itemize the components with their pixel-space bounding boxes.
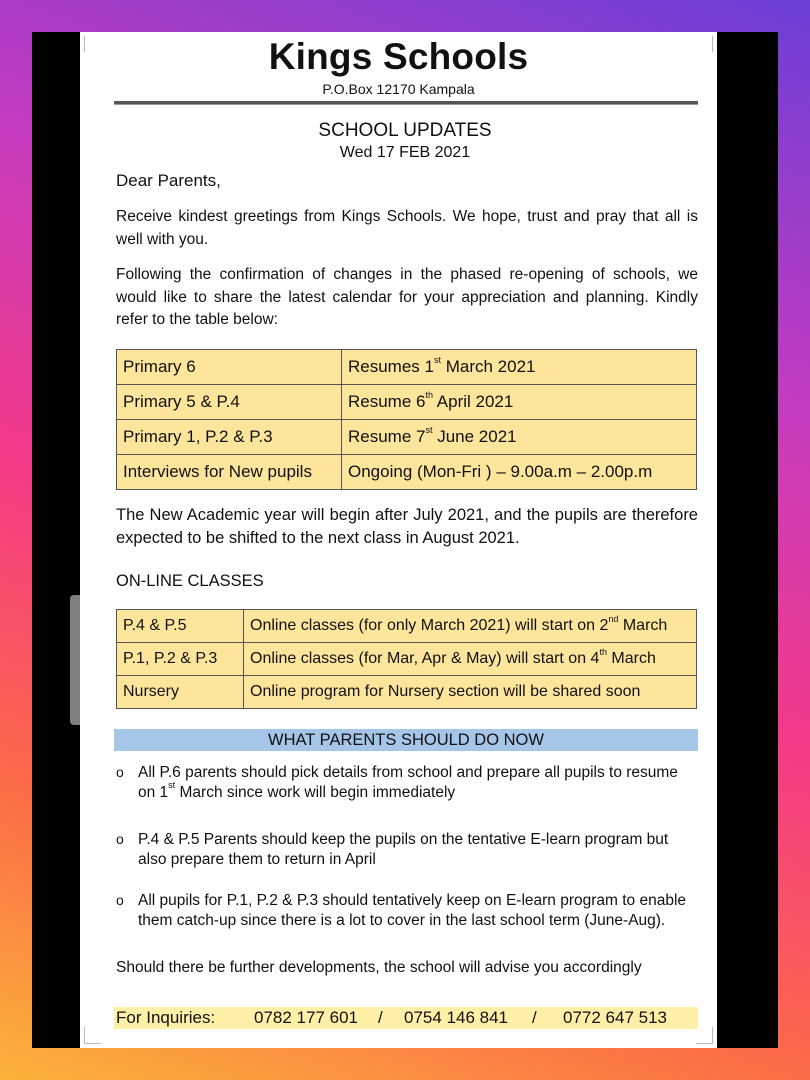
date-cell: Resumes 1st March 2021 xyxy=(342,350,697,385)
calendar-intro-paragraph: Following the confirmation of changes in the phased re-opening of schools, we would like to share the latest calendar for your appreciation and planning. Kindly refer to the table below: xyxy=(116,266,698,328)
list-item-text: P.4 & P.5 Parents should keep the pupils on the tentative E-learn program but also prepare them to return in April xyxy=(138,831,669,868)
table-row xyxy=(117,643,697,676)
header-rule xyxy=(114,101,698,105)
closing-text: Should there be further developments, the school will advise you accordingly xyxy=(116,959,642,976)
list-item-text: All P.6 parents should pick details from school and prepare all pupils to resume on 1st March since work will begin immediately xyxy=(138,764,678,801)
table-row xyxy=(117,455,697,490)
bullet-icon: o xyxy=(116,764,124,780)
salutation: Dear Parents, xyxy=(116,171,221,190)
class-cell: Primary 1, P.2 & P.3 xyxy=(117,420,342,455)
inquiries-label: For Inquiries: xyxy=(116,1008,216,1027)
class-cell: Nursery xyxy=(117,676,244,709)
list-item-text: All pupils for P.1, P.2 & P.3 should tentatively keep on E-learn program to enable them catch-up since there is a lot to cover in the last school term (June-Aug). xyxy=(138,892,687,929)
school-name: Kings Schools xyxy=(268,36,529,77)
calendar-table xyxy=(116,349,697,490)
separator: / xyxy=(378,1008,383,1027)
phone-number: 0772 647 513 xyxy=(563,1008,667,1027)
class-cell: Primary 6 xyxy=(117,350,342,385)
inquiries-bar xyxy=(114,1007,698,1029)
notice-date: Wed 17 FEB 2021 xyxy=(339,144,471,161)
school-address: P.O.Box 12170 Kampala xyxy=(322,81,475,97)
online-classes-heading: ON-LINE CLASSES xyxy=(116,572,264,590)
schedule-cell: Online program for Nursery section will be shared soon xyxy=(244,676,697,709)
table-row xyxy=(117,385,697,420)
schedule-cell: Online classes (for only March 2021) will start on 2nd March xyxy=(244,610,697,643)
phone-number: 0754 146 841 xyxy=(404,1008,508,1027)
class-cell: Primary 5 & P.4 xyxy=(117,385,342,420)
class-cell: Interviews for New pupils xyxy=(117,455,342,490)
date-cell: Ongoing (Mon-Fri ) – 9.00a.m – 2.00p.m xyxy=(342,455,697,490)
separator: / xyxy=(532,1008,537,1027)
table-row xyxy=(117,350,697,385)
bullet-icon: o xyxy=(116,892,124,908)
table-row xyxy=(117,420,697,455)
parents-section-heading: WHAT PARENTS SHOULD DO NOW xyxy=(114,729,698,751)
class-cell: P.4 & P.5 xyxy=(117,610,244,643)
academic-year-paragraph: The New Academic year will begin after July 2021, and the pupils are therefore expected to be shifted to the next class in August 2021. xyxy=(116,506,698,547)
crop-mark xyxy=(84,1027,101,1044)
table-row xyxy=(117,676,697,709)
class-cell: P.1, P.2 & P.3 xyxy=(117,643,244,676)
bullet-icon: o xyxy=(116,831,124,847)
online-classes-table xyxy=(116,609,697,709)
schedule-cell: Online classes (for Mar, Apr & May) will start on 4th March xyxy=(244,643,697,676)
table-row xyxy=(117,610,697,643)
date-cell: Resume 7st June 2021 xyxy=(342,420,697,455)
phone-number: 0782 177 601 xyxy=(254,1008,358,1027)
date-cell: Resume 6th April 2021 xyxy=(342,385,697,420)
document-page xyxy=(80,32,717,1048)
crop-mark xyxy=(696,1027,713,1044)
greeting-paragraph: Receive kindest greetings from Kings Schools. We hope, trust and pray that all is well with you. xyxy=(116,208,698,248)
notice-title: SCHOOL UPDATES xyxy=(318,120,492,141)
